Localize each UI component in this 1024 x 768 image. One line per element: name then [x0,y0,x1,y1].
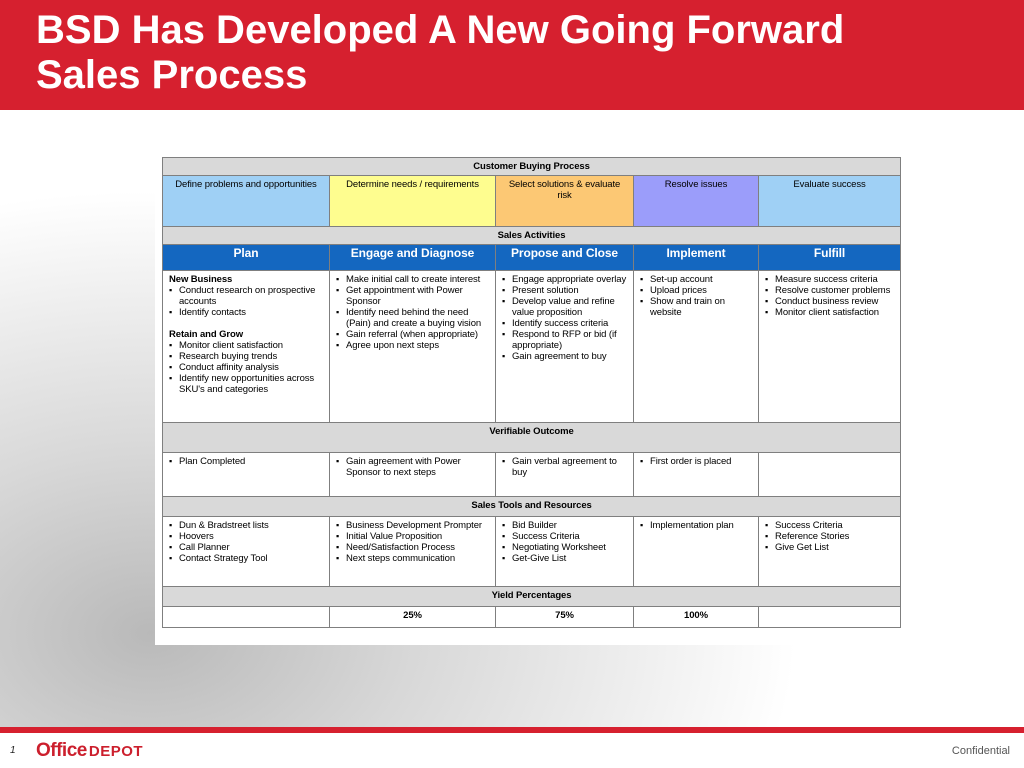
list-item: ▪ Conduct affinity analysis [169,362,323,373]
list-item: ▪ Present solution [502,285,627,296]
list-item: ▪ Reference Stories [765,531,894,542]
implement-activities-list [640,274,752,318]
stage-cell: Select solutions & evaluate risk [496,176,634,227]
list-item: ▪ Plan Completed [169,456,323,467]
new-business-list [169,285,323,318]
engage-outcome-cell [330,453,496,497]
list-item: ▪ Get-Give List [502,553,627,564]
list-item: ▪ Resolve customer problems [765,285,894,296]
section-label: Customer Buying Process [163,158,901,176]
activity-header: Propose and Close [496,245,634,271]
tools-list [336,520,489,564]
list-item: ▪ Business Development Prompter [336,520,489,531]
plan-outcome-cell [163,453,330,497]
list-item: ▪ Gain agreement with Power Sponsor to next steps [336,456,489,478]
list-item: ▪ Research buying trends [169,351,323,362]
tools-list [169,520,323,564]
tools-list [765,520,894,553]
list-item: ▪ Agree upon next steps [336,340,489,351]
outcome-list [640,456,752,467]
engage-activities-list [336,274,489,351]
outcome-list [502,456,627,478]
list-item: ▪ Set-up account [640,274,752,285]
list-item: ▪ Need/Satisfaction Process [336,542,489,553]
engage-activities-cell [330,271,496,423]
footer-bar [0,727,1024,733]
list-item: ▪ Identify new opportunities across SKU's and categories [169,373,323,395]
yield-cell [163,607,330,628]
logo-word-depot: DEPOT [88,743,144,760]
list-item: ▪ Dun & Bradstreet lists [169,520,323,531]
plan-tools-cell [163,517,330,587]
outcome-row [163,453,901,497]
list-item: ▪ Gain verbal agreement to buy [502,456,627,478]
list-item: ▪ Engage appropriate overlay [502,274,627,285]
propose-outcome-cell [496,453,634,497]
plan-activities-cell [163,271,330,423]
stage-cell: Determine needs / requirements [330,176,496,227]
activities-row [163,271,901,423]
list-item: ▪ Monitor client satisfaction [169,340,323,351]
activity-header: Implement [634,245,759,271]
section-label: Sales Activities [163,227,901,245]
list-item: ▪ Gain referral (when appropriate) [336,329,489,340]
list-item: ▪ Bid Builder [502,520,627,531]
section-row-verifiable-outcome [163,423,901,453]
page-number: 1 [10,745,16,756]
list-item: ▪ Give Get List [765,542,894,553]
list-item: ▪ Respond to RFP or bid (if appropriate) [502,329,627,351]
list-item: ▪ Get appointment with Power Sponsor [336,285,489,307]
list-item: ▪ Monitor client satisfaction [765,307,894,318]
tools-list [640,520,752,531]
list-item: ▪ Make initial call to create interest [336,274,489,285]
list-item: ▪ Identify success criteria [502,318,627,329]
slide-title: BSD Has Developed A New Going Forward Sales Process [36,8,845,97]
list-item: ▪ Implementation plan [640,520,752,531]
activity-headers-row [163,245,901,271]
list-item: ▪ Success Criteria [765,520,894,531]
section-row-customer-buying-process [163,158,901,176]
fulfill-activities-cell [759,271,901,423]
outcome-list [169,456,323,467]
tools-row [163,517,901,587]
propose-activities-list [502,274,627,362]
retain-and-grow-list [169,340,323,395]
outcome-list [336,456,489,478]
new-business-title: New Business [169,274,233,285]
office-depot-logo [36,740,186,762]
list-item: ▪ Develop value and refine value proposition [502,296,627,318]
sales-process-table [162,157,901,628]
section-row-sales-tools [163,497,901,517]
section-label: Yield Percentages [163,587,901,607]
yield-cell: 25% [330,607,496,628]
activity-header: Fulfill [759,245,901,271]
fulfill-tools-cell [759,517,901,587]
implement-tools-cell [634,517,759,587]
list-item: ▪ Conduct business review [765,296,894,307]
list-item: ▪ Identify contacts [169,307,323,318]
section-row-yield-percentages [163,587,901,607]
propose-activities-cell [496,271,634,423]
activity-header: Plan [163,245,330,271]
confidential-label: Confidential [951,745,1010,757]
list-item: ▪ First order is placed [640,456,752,467]
stage-cell: Evaluate success [759,176,901,227]
list-item: ▪ Hoovers [169,531,323,542]
propose-tools-cell [496,517,634,587]
list-item: ▪ Conduct research on prospective accounts [169,285,323,307]
list-item: ▪ Negotiating Worksheet [502,542,627,553]
list-item: ▪ Upload prices [640,285,752,296]
stage-cell: Resolve issues [634,176,759,227]
list-item: ▪ Initial Value Proposition [336,531,489,542]
yield-cell: 75% [496,607,634,628]
list-item: ▪ Success Criteria [502,531,627,542]
retain-and-grow-title: Retain and Grow [169,329,243,340]
list-item: ▪ Next steps communication [336,553,489,564]
tools-list [502,520,627,564]
list-item: ▪ Call Planner [169,542,323,553]
logo-word-office: Office [36,740,87,761]
yield-cell: 100% [634,607,759,628]
section-label: Sales Tools and Resources [163,497,901,517]
stage-cell: Define problems and opportunities [163,176,330,227]
list-item: ▪ Gain agreement to buy [502,351,627,362]
list-item: ▪ Measure success criteria [765,274,894,285]
yield-row [163,607,901,628]
yield-cell [759,607,901,628]
implement-outcome-cell [634,453,759,497]
section-label: Verifiable Outcome [163,423,901,453]
list-item: ▪ Identify need behind the need (Pain) and create a buying vision [336,307,489,329]
list-item: ▪ Show and train on website [640,296,752,318]
fulfill-outcome-cell [759,453,901,497]
activity-header: Engage and Diagnose [330,245,496,271]
engage-tools-cell [330,517,496,587]
implement-activities-cell [634,271,759,423]
title-banner [0,0,1024,110]
fulfill-activities-list [765,274,894,318]
section-row-sales-activities [163,227,901,245]
buying-stages-row [163,176,901,227]
list-item: ▪ Contact Strategy Tool [169,553,323,564]
